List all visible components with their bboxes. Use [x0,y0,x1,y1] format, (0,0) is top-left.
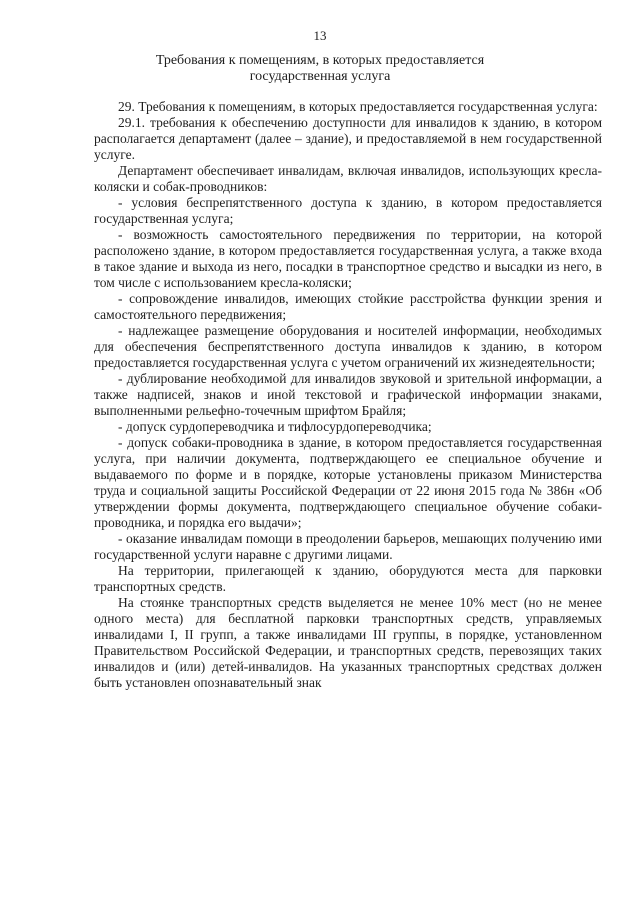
list-item-escort: - сопровождение инвалидов, имеющих стойкие расстройства функции зрения и самостоятельного передвижения; [94,291,602,322]
paragraph-parking-places: На территории, прилегающей к зданию, оборудуются места для парковки транспортных средств. [94,563,602,594]
paragraph-29-1: 29.1. требования к обеспечению доступности для инвалидов к зданию, в котором располагается департамент (далее – здание), и предоставляемой в нем государственной услуге. [94,115,602,162]
list-item-barrier-assistance: - оказание инвалидам помощи в преодолении барьеров, мешающих получению ими государственной услуги наравне с другими лицами. [94,531,602,562]
list-item-guide-dog-admission: - допуск собаки-проводника в здание, в котором предоставляется государственная услуга, при наличии документа, подтверждающего ее специальное обучение и выдаваемого по форме и в порядке, которые установлены приказом Министерства труда и социальной защиты Российской Федерации от 22 июня 2015 года № 386н «Об утверждении формы документа, подтверждающего специальное обучение собаки-проводника, и порядка его выдачи»; [94,435,602,530]
list-item-independent-movement: - возможность самостоятельного передвижения по территории, на которой расположено здание, в котором предоставляется государственная услуга, а также входа в такое здание и выхода из него, посадки в транспортное средство и высадки из него, в том числе с использованием кресла-коляски; [94,227,602,290]
paragraph-department-obligations: Департамент обеспечивает инвалидам, включая инвалидов, использующих кресла-коляски и собак-проводников: [94,163,602,194]
section-title-line-1: Требования к помещениям, в которых предоставляется [155,53,485,68]
section-title-line-2: государственная услуга [249,69,391,84]
list-item-access-conditions: - условия беспрепятственного доступа к зданию, в котором предоставляется государственная услуга; [94,195,602,226]
document-body [94,99,602,691]
list-item-information-duplication: - дублирование необходимой для инвалидов звуковой и зрительной информации, а также надписей, знаков и иной текстовой и графической информации знаками, выполненными рельефно-точечным шрифтом Брайля; [94,371,602,418]
list-item-interpreter-admission: - допуск сурдопереводчика и тифлосурдопереводчика; [118,419,432,434]
paragraph-29: 29. Требования к помещениям, в которых предоставляется государственная услуга: [118,99,598,114]
section-title [80,53,560,85]
page-number: 13 [313,28,327,43]
paragraph-parking-quota: На стоянке транспортных средств выделяется не менее 10% мест (но не менее одного места) для бесплатной парковки транспортных средств, управляемых инвалидами I, II групп, а также инвалидами III группы, в порядке, установленном Правительством Российской Федерации, и транспортных средств, перевозящих таких инвалидов и (или) детей-инвалидов. На указанных транспортных средствах должен быть установлен опознавательный знак [94,595,602,690]
list-item-equipment-placement: - надлежащее размещение оборудования и носителей информации, необходимых для обеспечения беспрепятственного доступа инвалидов к зданию, в котором предоставляется государственная услуга с учетом ограничений их жизнедеятельности; [94,323,602,370]
